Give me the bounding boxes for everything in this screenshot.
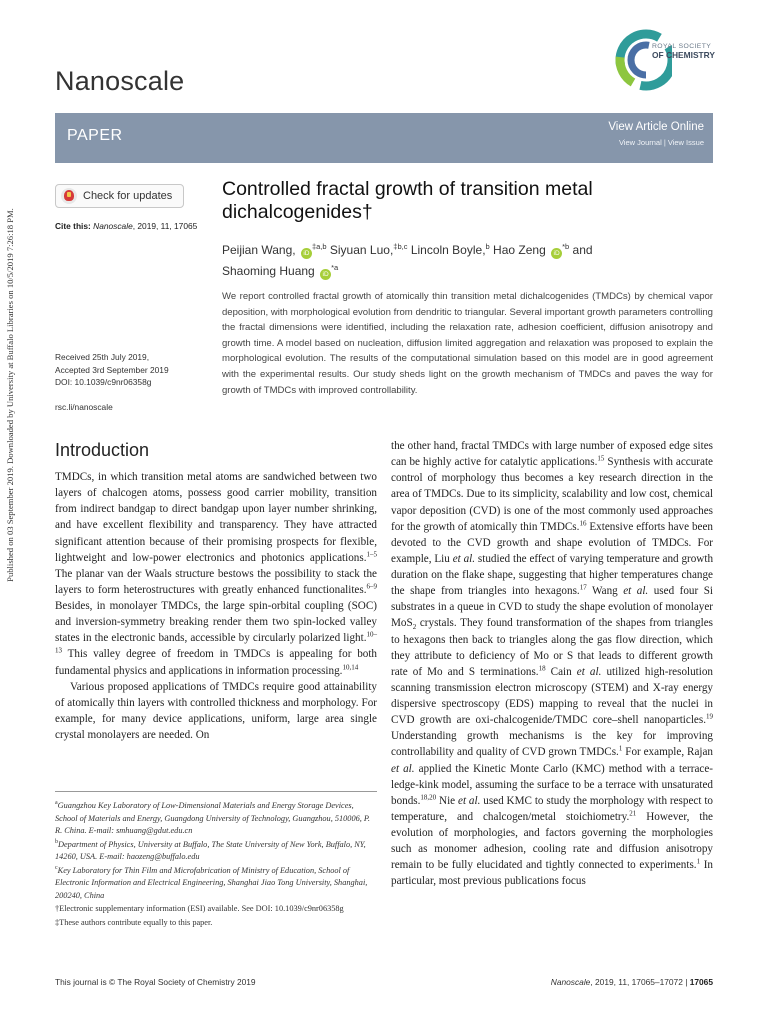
affiliation-note: $^b$Department of Physics, University at Buffalo, The State University of New York, Buffalo, NY, 14260, USA. E-mail: haozeng@buffalo.edu xyxy=(55,838,366,861)
author-affiliation: *a xyxy=(331,263,339,272)
journal-link[interactable]: rsc.li/nanoscale xyxy=(55,402,113,412)
reference-link[interactable]: 17 xyxy=(579,583,587,592)
reference-link[interactable]: 1 xyxy=(696,857,701,866)
check-for-updates-label: Check for updates xyxy=(83,190,173,202)
download-watermark xyxy=(0,160,22,640)
orcid-icon[interactable]: iD xyxy=(551,248,562,259)
reference-link[interactable]: 18,20 xyxy=(420,793,437,802)
article-banner xyxy=(55,113,713,163)
author-affiliation: b xyxy=(485,242,490,251)
affiliation-note: $^a$Guangzhou Key Laboratory of Low-Dimensional Materials and Energy Storage Devices, School of Materials and Energy, Guangdong University of Technology, Guangzhou, 510006, P. R. China. E-mail: smhuang@gdut.edu.cn xyxy=(55,800,370,835)
reference-link[interactable]: 19 xyxy=(706,712,713,721)
logo-line2: OF CHEMISTRY xyxy=(652,49,715,60)
view-journal-issue-links[interactable]: View Journal | View Issue xyxy=(618,138,704,147)
footer-citation: Nanoscale, 2019, 11, 17065–17072 | 17065 xyxy=(550,977,713,987)
footnotes xyxy=(55,800,377,930)
reference-link[interactable]: 21 xyxy=(629,809,637,818)
author-conjunction: and xyxy=(572,243,593,257)
author-affiliation: *b xyxy=(562,242,570,251)
orcid-icon[interactable]: iD xyxy=(301,248,312,259)
reference-link[interactable]: 6–9 xyxy=(366,582,377,591)
paragraph: Various proposed applications of TMDCs require good attainability of atomically thin layers with controlled thickness and morphology. For example, for many device applications, uniform, large area single crystal monolayers are needed. On xyxy=(55,680,377,741)
equal-contribution-note: ‡These authors contribute equally to this paper. xyxy=(55,917,213,927)
article-title: Controlled fractal growth of transition metal dichalcogenides† xyxy=(222,178,593,223)
author-affiliation: ‡a,b xyxy=(311,242,327,251)
author-name[interactable]: Shaoming Huang xyxy=(222,264,315,278)
cite-prefix: Cite this: xyxy=(55,221,91,231)
journal-name: Nanoscale xyxy=(55,66,185,96)
doi-link[interactable]: DOI: 10.1039/c9nr06358g xyxy=(55,377,152,388)
abstract: We report controlled fractal growth of atomically thin transition metal dichalcogenides (TMDCs) by chemical vapor deposition, with morphological evolution from dendritic to triangular. Several important growth parameters controlling the fractal dimensions were identified, including the relaxation rate, adhesion coefficient, diffusion anisotropy and growth time. A model based on nucleation, diffusion limited aggregation and relaxation was proposed to explain the morphological evolution. The results of the computational simulation based on this model are in good agreement with the experimental results. Our study sheds light on the growth mechanism of TMDCs and paves the way for growth of TMDCs with improved controllability. xyxy=(222,291,713,396)
author-name[interactable]: Lincoln Boyle, xyxy=(410,243,486,257)
body-column-right xyxy=(391,438,713,890)
cite-journal: Nanoscale xyxy=(93,221,133,231)
logo-text xyxy=(652,44,715,59)
download-notice: Published on 03 September 2019. Downloaded by University at Buffalo Libraries on 10/5/2019 7:26:18 PM. xyxy=(5,208,15,582)
footnote-divider xyxy=(55,791,377,792)
author-list xyxy=(222,238,702,280)
crossmark-icon xyxy=(61,188,77,204)
footer-copyright: This journal is © The Royal Society of Chemistry 2019 xyxy=(55,977,256,987)
rsc-logo[interactable] xyxy=(612,24,722,94)
author-name[interactable]: Hao Zeng xyxy=(493,243,546,257)
reference-link[interactable]: 1–5 xyxy=(366,549,377,558)
affiliation-note: $^c$Key Laboratory for Thin Film and Microfabrication of Ministry of Education, School of Electronic Information and Electrical Engineering, Shanghai Jiao Tong University, Shanghai, 200240, China xyxy=(55,864,368,900)
reference-link[interactable]: 16 xyxy=(579,518,587,527)
citation xyxy=(55,221,197,231)
received-date: Received 25th July 2019, xyxy=(55,352,150,362)
page-number: 17065 xyxy=(689,977,713,987)
reference-link[interactable]: 15 xyxy=(597,454,605,463)
author-name[interactable]: Siyuan Luo, xyxy=(329,243,394,257)
reference-link[interactable]: 10–13 xyxy=(55,630,377,655)
article-type: PAPER xyxy=(67,127,123,144)
reference-link[interactable]: 18 xyxy=(538,664,546,673)
logo-line1: ROYAL SOCIETY xyxy=(652,43,712,50)
cite-details: , 2019, 11, 17065 xyxy=(132,221,198,231)
article-history xyxy=(55,351,169,389)
view-article-online-link[interactable]: View Article Online xyxy=(608,121,704,133)
check-for-updates-button[interactable] xyxy=(55,184,184,208)
reference-link[interactable]: 1 xyxy=(618,744,623,753)
reference-link[interactable]: 10,14 xyxy=(342,662,359,671)
body-column-left xyxy=(55,469,377,743)
paragraph: the other hand, fractal TMDCs with large number of exposed edge sites can be highly active for catalytic applications.$^{15}$ Synthesis with accurate control of morphology thus becomes a key research direction in the area of TMDCs. Due to its simplicity, scalability and low cost, chemical vapor deposition (CVD) is one of the most commonly used approaches for the growth of atomically thin TMDCs.$^{16}$ Extensive efforts have been devoted to the CVD growth and shape evolution of TMDCs. For example, Liu et al. studied the effect of varying temperature and growth duration on the flake shape, suggesting that higher temperatures change the shape from triangles into hexagons.$^{17}$ Wang et al. used four Si substrates in a queue in CVD to study the shape evolution of monolayer MoS$_2$ crystals. They found transformation of the shapes from triangles to hexagons then back to triangles along the gas flow direction, which they attribute to deficiency of Mo or S that leads to different growth rate of Mo and S terminations.$^{18}$ Cain et al. utilized high-resolution scanning transmission electron microscopy (STEM) and X-ray energy dispersive spectroscopy (EDS) mapping to reveal that the nuclei in CVD growth are oxi-chalcogenide/TMDC core–shell nanoparticles.$^{19}$ Understanding growth mechanisms is the key for improving controllability and quality of CVD grown TMDCs.$^1$ For example, Rajan et al. applied the Kinetic Monte Carlo (KMC) method with a terrace-ledge-kink model, assuming the surface to be a terrace with unsaturated bonds.$^{18,20}$ Nie et al. used KMC to study the morphology with respect to temperature, and chalcogen/metal stoichiometry.$^{21}$ However, the evolution of morphologies, and factors governing the morphologies such as monomer adhesion, cooling rate and diffusion anisotropy remain to be fully elucidated and tightly connected to experiments.$^1$ In particular, most previous publications focus xyxy=(391,440,714,888)
orcid-icon[interactable]: iD xyxy=(320,269,331,280)
section-heading: Introduction xyxy=(55,440,150,460)
accepted-date: Accepted 3rd September 2019 xyxy=(55,364,169,375)
paragraph: TMDCs, in which transition metal atoms are sandwiched between two layers of chalcogen atoms, possess good carrier mobility, transition from indirect bandgap to direct bandgap upon layer number shrinking, and have excellent flexibility and transparency. They have attracted significant attention because of their promising prospects for flexible, lightweight and low-power electronics and photonics applications.$^{1-5}$ The planar van der Waals structure bestows the possibility to stack the layers to form heterostructures with greatly enhanced functionalites.$^{6-9}$ Besides, in monolayer TMDCs, the large spin-orbital coupling (SOC) and inversion-symmetry breaking render them two spin-locked valley states in the electronic bands, accessible by circularly polarized light.$^{10-13}$ This valley degree of freedom in TMDCs is appealing for both fundamental physics and applications in information processing.$^{10,14}$ xyxy=(55,471,377,677)
author-affiliation: ‡b,c xyxy=(393,242,408,251)
esi-note: †Electronic supplementary information (ESI) available. See DOI: 10.1039/c9nr06358g xyxy=(55,904,344,913)
author-name[interactable]: Peijian Wang, xyxy=(222,243,296,257)
